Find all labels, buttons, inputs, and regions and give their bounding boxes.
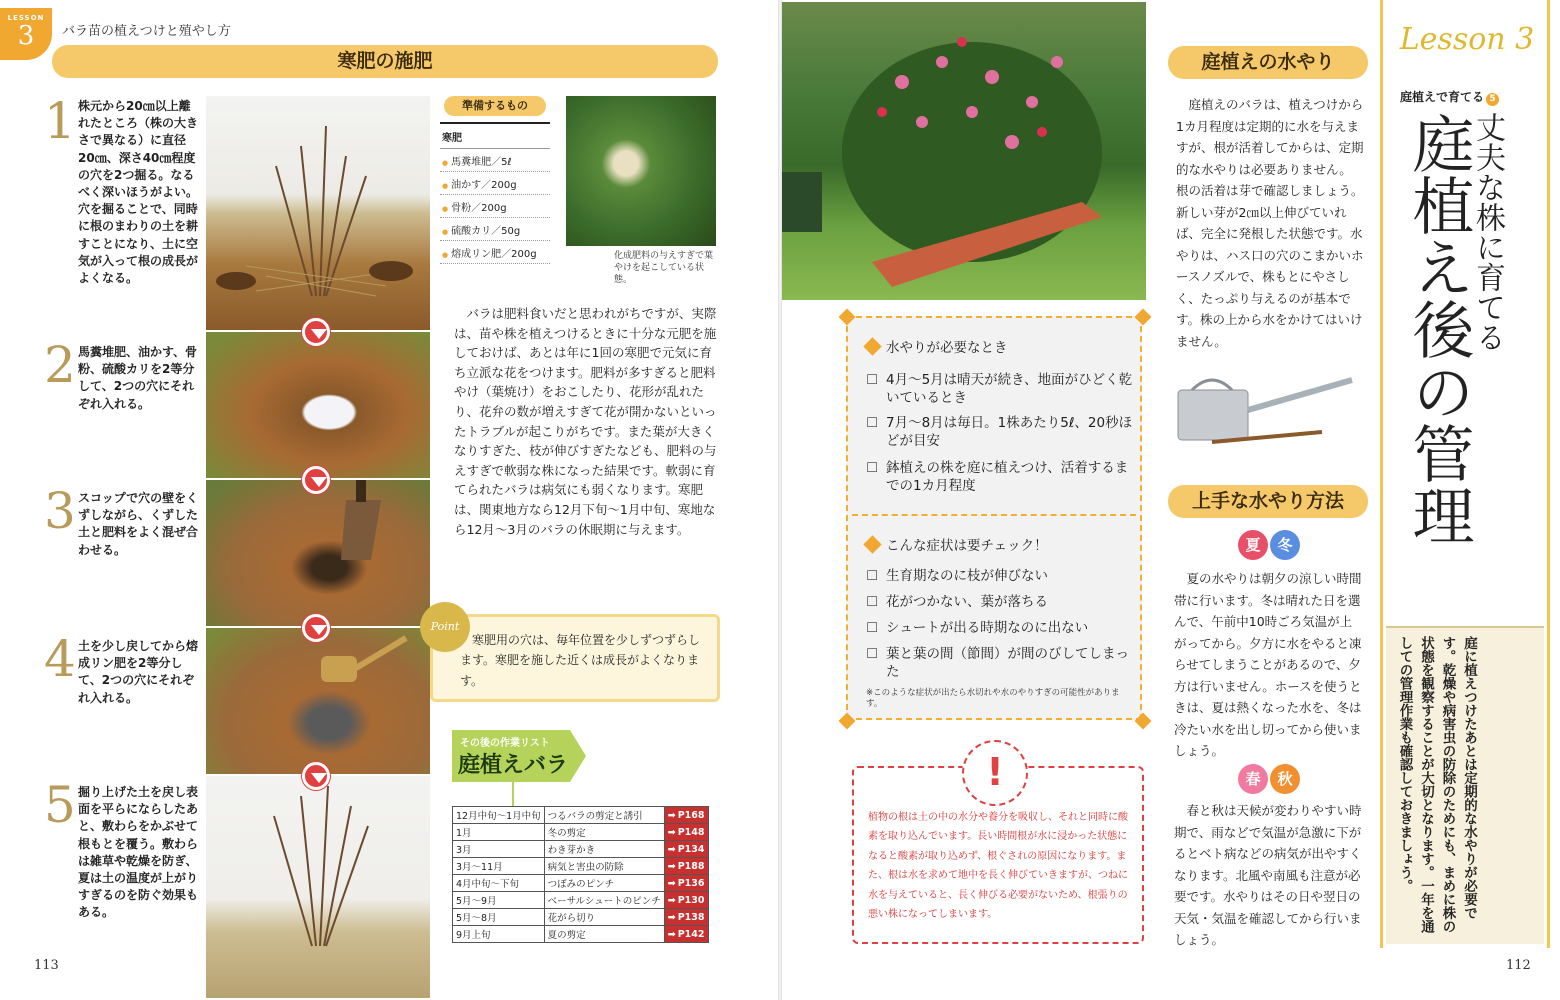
spring-autumn-body: 春と秋は天候が変わりやすい時期で、雨などで気温が急激に下がるとベト病などの病気が出やすくなります。北風や南風も注意が必要です。水やりはその日や翌日の天気・気温を確認してから行いましょう。 <box>1174 803 1362 947</box>
worklist-task: 花がら切り <box>544 909 664 926</box>
worklist-when: 5月～9月 <box>453 892 545 909</box>
section-title-watering-method: 上手な水やり方法 <box>1168 485 1368 518</box>
running-head: バラ苗の植えつけと殖やし方 <box>62 24 231 39</box>
step-photo-mulch <box>206 776 430 998</box>
prep-heading: 寒肥 <box>440 122 550 149</box>
worklist-task: ベーサルシュートのピンチ <box>544 892 664 909</box>
page-title: 庭植え後の管理 <box>1402 112 1475 546</box>
table-row <box>453 875 709 892</box>
worklist-page-ref[interactable]: ➡ P134 <box>664 841 708 858</box>
chapter-sub-label-text: 庭植えで育てる <box>1400 90 1485 104</box>
rose-stems-mulch-illustration <box>206 776 430 998</box>
rose-garden-photo <box>782 2 1146 300</box>
page-number-right: 112 <box>1506 958 1531 973</box>
checklist-item[interactable]: ☐ 葉と葉の間（節間）が間のびしてしまった <box>866 645 1134 681</box>
checklist-title-symptoms <box>866 534 1048 554</box>
season-winter-badge: 冬 <box>1270 530 1300 560</box>
worklist-when: 1月 <box>453 824 545 841</box>
exclamation-icon: ! <box>962 740 1028 806</box>
checklist-title-text: 水やりが必要なとき <box>886 340 1008 356</box>
worklist-when: 5月～8月 <box>453 909 545 926</box>
lesson-badge-number: 3 <box>17 21 35 51</box>
step-text: スコップで穴の壁をくずしながら、くずした土と肥料をよく混ぜ合わせる。 <box>78 491 199 557</box>
worklist-page-ref[interactable]: ➡ P138 <box>664 909 708 926</box>
warning-text: 植物の根は土の中の水分や養分を吸収し、それと同時に酸素を取り込んでいます。長い時間根が水に浸かった状態になると酸素が取り込めず、根ぐされの原因になります。また、根は水を求めて地中を長く伸びていきますが、つねに水を与えていると、長く伸びる必要がないため、根張りの悪い株になってしまいます。 <box>868 812 1128 921</box>
worklist-task: 病気と害虫の防除 <box>544 858 664 875</box>
watering-can-icon <box>1172 370 1370 450</box>
worklist-title: 庭植えバラ <box>458 753 569 778</box>
season-summer-badge: 夏 <box>1238 530 1268 560</box>
fertilizer-body: バラは肥料食いだと思われがちですが、実際は、苗や株を植えつけるときに十分な元肥を施しておけば、あとは年に1回の寒肥で元気に育ち立派な花をつけます。肥料が多すぎると肥料やけ（葉焼け）をおこしたり、花形が乱れたり、花弁の数が増えすぎて花が開かないといったトラブルが起こりがちです。また葉が大きくなりすぎた、枝が伸びすぎたなども、肥料の与えすぎで軟弱な株になった結果です。軟弱に育てられたバラは病気にも弱くなります。寒肥は、関東地方なら12月下旬～1月中旬、寒地なら12月～3月のバラの休眠期に与えます。 <box>454 306 717 537</box>
checklist-title-text: こんな症状は要チェック！ <box>886 538 1048 554</box>
page-subtitle: 丈夫な株に育てる <box>1470 112 1505 352</box>
prep-list <box>440 122 550 264</box>
point-text: 寒肥用の穴は、毎年位置を少しずつずらします。寒肥を施した近くは成長がよくなります。 <box>460 633 701 688</box>
step-photo-mixing <box>206 480 430 626</box>
prep-item: ● 馬糞堆肥／5ℓ <box>440 149 550 172</box>
lesson-badge-label: LESSON <box>7 14 45 22</box>
chapter-number-badge: 5 <box>1486 93 1499 106</box>
page-number-left: 113 <box>34 958 59 973</box>
step-text: 株元から20㎝以上離れたところ（株の大きさで異なる）に直径20㎝、深さ40㎝程度の穴を2つ掘る。なるべく深いほうがよい。穴を掘ることで、同時に根のまわりの土を耕すことになり、土に空気が入って根の成長がよくなる。 <box>78 99 199 286</box>
checklist-title-watering <box>866 336 1008 356</box>
arrow-down-icon <box>302 318 330 346</box>
arrow-down-icon <box>302 762 330 790</box>
table-row <box>453 926 709 943</box>
checklist-note: ※このような症状が出たら水切れや水のやりすぎの可能性があります。 <box>866 688 1120 709</box>
worklist-table <box>452 806 709 943</box>
arrow-down-icon <box>302 614 330 642</box>
checklist-item[interactable]: ☐ 花がつかない、葉が落ちる <box>866 593 1134 611</box>
table-row <box>453 841 709 858</box>
worklist-when: 3月～11月 <box>453 858 545 875</box>
prep-item: ● 熔成リン肥／200g <box>440 241 550 264</box>
shovel-illustration <box>206 480 430 626</box>
worklist-when: 9月上旬 <box>453 926 545 943</box>
prep-item: ● 骨粉／200g <box>440 195 550 218</box>
step-number: 3 <box>44 482 76 540</box>
table-row <box>453 807 709 824</box>
table-row <box>453 858 709 875</box>
worklist-page-ref[interactable]: ➡ P188 <box>664 858 708 875</box>
scoop-illustration <box>206 628 430 774</box>
worklist-task: 夏の剪定 <box>544 926 664 943</box>
checklist-item[interactable]: ☐ 生育期なのに枝が伸びない <box>866 567 1134 585</box>
step-number: 1 <box>44 92 76 150</box>
table-row <box>453 824 709 841</box>
arrow-down-icon <box>302 466 330 494</box>
rose-stems-illustration <box>206 96 430 330</box>
worklist-when: 3月 <box>453 841 545 858</box>
checklist-item[interactable]: ☐ 鉢植えの株を庭に植えつけ、活着するまでの1カ月程度 <box>866 459 1134 495</box>
summer-winter-body: 夏の水やりは朝夕の涼しい時間帯に行います。冬は晴れた日を選んで、午前中10時ごろ気温が上がってから。夕方に水をやると凍らせてしまうことがあるので、夕方は行いません。ホースを使うときは、夏は熱くなった水を、冬は冷たい水を出し切ってから使いましょう。 <box>1174 571 1362 758</box>
chapter-sub-label <box>1400 88 1499 106</box>
worklist-page-ref[interactable]: ➡ P136 <box>664 875 708 892</box>
diamond-icon <box>863 337 881 355</box>
prep-item: ● 硫酸カリ／50g <box>440 218 550 241</box>
section-title-fertilizer: 寒肥の施肥 <box>52 45 718 78</box>
watering-body: 庭植えのバラは、植えつけから1カ月程度は定期的に水を与えますが、根が活着してからは、定期的な水やりは必要ありません。根の活着は芽で確認しましょう。新しい芽が2㎝以上伸びていれば、完全に発根した状態です。水やりは、ハス口の穴のこまかいホースノズルで、株もとにやさしく、たっぷり与えるのが基本です。株の上から水をかけてはいけません。 <box>1176 97 1364 349</box>
lesson-badge <box>0 8 52 60</box>
checklist-item[interactable]: ☐ シュートが出る時期なのに出ない <box>866 619 1134 637</box>
step-text: 掘り上げた土を戻し表面を平らにならしたあと、敷わらをかぶせて根もとを覆う。敷わらは雑草や乾燥を防ぎ、夏は土の温度が上がりすぎるのを防ぐ効果もある。 <box>78 785 199 920</box>
watering-can-illustration <box>1172 370 1370 450</box>
season-autumn-badge: 秋 <box>1270 764 1300 794</box>
worklist-task: 冬の剪定 <box>544 824 664 841</box>
worklist-task: わき芽かき <box>544 841 664 858</box>
diamond-icon <box>863 535 881 553</box>
step-photo-phosphate <box>206 628 430 774</box>
checklist-divider <box>852 514 1136 516</box>
worklist-task: つぼみのピンチ <box>544 875 664 892</box>
worklist-connector <box>512 782 514 806</box>
worklist-subtitle: その後の作業リスト <box>460 738 550 749</box>
table-row <box>453 909 709 926</box>
step-number: 4 <box>44 630 76 688</box>
step-number: 2 <box>44 336 76 394</box>
point-badge: Point <box>420 602 470 652</box>
step-photo-fertilizer <box>206 332 430 478</box>
step-number: 5 <box>44 776 76 834</box>
step-text: 馬糞堆肥、油かす、骨粉、硫酸カリを2等分して、2つの穴にそれぞれ入れる。 <box>78 345 198 411</box>
lesson-script-title: Lesson 3 <box>1399 22 1535 57</box>
worklist-page-ref[interactable]: ➡ P148 <box>664 824 708 841</box>
leaf-caption: 化成肥料の与えすぎで葉やけを起こしている状態。 <box>614 251 714 285</box>
checklist-item[interactable]: ☐ 7月～8月は毎日。1株あたり5ℓ、20秒ほどが目安 <box>866 414 1134 450</box>
table-row <box>453 892 709 909</box>
season-spring-badge: 春 <box>1238 764 1268 794</box>
leaf-burn-photo <box>566 96 716 246</box>
step-photo-digging <box>206 96 430 330</box>
checklist-item[interactable]: ☐ 4月～5月は晴天が続き、地面がひどく乾いているとき <box>866 371 1134 407</box>
prep-item: ● 油かす／200g <box>440 172 550 195</box>
worklist-page-ref[interactable]: ➡ P130 <box>664 892 708 909</box>
rose-bush-illustration <box>782 2 1146 300</box>
step-text: 土を少し戻してから熔成リン肥を2等分して、2つの穴にそれぞれ入れる。 <box>78 639 199 705</box>
worklist-when: 4月中旬～下旬 <box>453 875 545 892</box>
lead-text: 庭に植えつけたあとは定期的な水やりが必要です。乾燥や病害虫の防除のためにも、まめに株の状態を観察することが大切となります。一年を通しての管理作業も確認しておきましょう。 <box>1396 636 1477 933</box>
worklist-when: 12月中旬～1月中旬 <box>453 807 545 824</box>
worklist-page-ref[interactable]: ➡ P142 <box>664 926 708 943</box>
worklist-page-ref[interactable]: ➡ P168 <box>664 807 708 824</box>
prep-tag: 準備するもの <box>444 96 546 116</box>
section-title-watering: 庭植えの水やり <box>1168 46 1368 79</box>
worklist-task: つるバラの剪定と誘引 <box>544 807 664 824</box>
